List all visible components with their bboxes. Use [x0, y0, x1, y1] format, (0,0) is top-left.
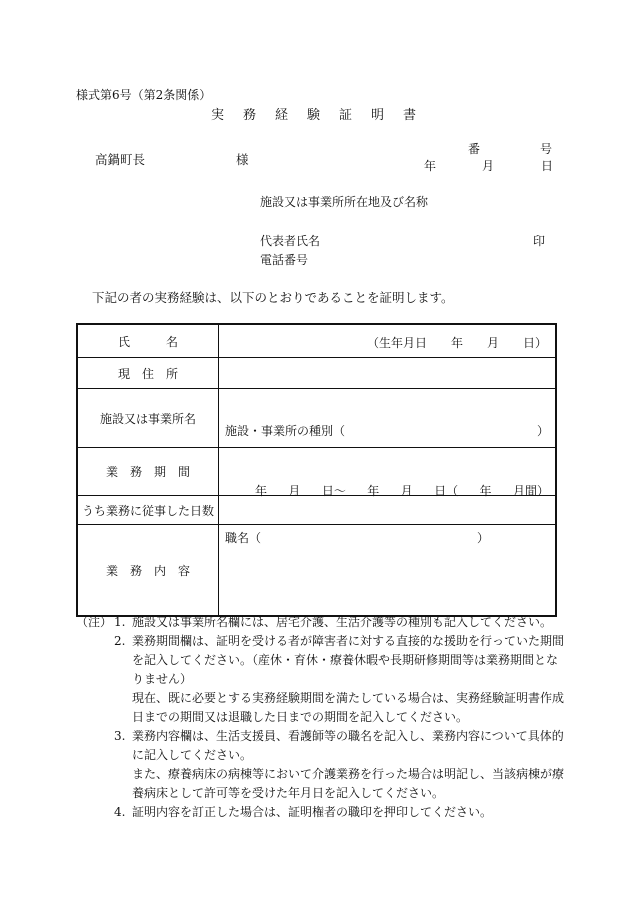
note-number: 4.: [114, 805, 126, 819]
address-label: 現 住 所: [77, 358, 219, 389]
note-line: 業務期間欄は、証明を受ける者が障害者に対する直接的な援助を行っていた期間: [132, 634, 565, 648]
year-label: 年: [424, 159, 437, 173]
seal-label: 印: [533, 234, 546, 248]
period-row: [77, 448, 556, 496]
note-line: また、療養病床の病棟等において介護業務を行った場合は明記し、当該病棟が療: [132, 767, 565, 781]
note-line: 施設又は事業所名欄には、居宅介護、生活介護等の種別も記入してください。: [132, 615, 553, 629]
form-number: 様式第6号（第2条関係）: [76, 88, 212, 102]
note-number: 1.: [114, 615, 126, 629]
days-label: うち業務に従事した日数: [77, 496, 219, 525]
representative-label: 代表者氏名: [260, 234, 321, 248]
period-field[interactable]: [219, 448, 557, 496]
facility-label: 施設又は事業所名: [77, 389, 219, 448]
notes-heading: （注）: [76, 615, 113, 629]
name-row: [77, 324, 556, 358]
facility-kind: [225, 422, 549, 439]
note-number: 3.: [114, 729, 126, 743]
facility-kind-suffix: ）: [536, 424, 549, 438]
facility-address-label: 施設又は事業所所在地及び名称: [260, 195, 429, 209]
days-field[interactable]: [219, 496, 557, 525]
facility-field[interactable]: [219, 389, 557, 448]
period-part: 年: [367, 484, 380, 498]
dob-text: （生年月日 年 月 日）: [366, 336, 547, 350]
phone-label: 電話番号: [260, 253, 309, 267]
honorific: 様: [236, 152, 249, 167]
address-row: [77, 358, 556, 389]
days-row: [77, 496, 556, 525]
period-part: 月: [288, 484, 301, 498]
month-label: 月: [482, 159, 495, 173]
period-label: 業 務 期 間: [77, 448, 219, 496]
content-label: 業 務 内 容: [77, 525, 219, 617]
facility-kind-prefix: 施設・事業所の種別（: [225, 424, 346, 438]
addressee: 高鍋町長: [95, 152, 146, 167]
note-line: 日までの期間又は退職した日までの期間を記入してください。: [132, 710, 469, 724]
experience-table: [76, 323, 557, 617]
period-part: 年: [479, 484, 492, 498]
period-part: 日～: [321, 484, 346, 498]
period-part: 月: [400, 484, 413, 498]
note-line: 養病床として許可等を受けた年月日を記入してください。: [132, 786, 445, 800]
note-line: りません）: [132, 672, 193, 686]
content-row: [77, 525, 556, 617]
number-label: 番: [468, 142, 481, 156]
name-label: 氏 名: [77, 324, 219, 358]
period-part: 年: [255, 484, 268, 498]
note-number: 2.: [114, 634, 126, 648]
certification-statement: 下記の者の実務経験は、以下のとおりであることを証明します。: [92, 290, 454, 305]
period-part: 日（: [434, 484, 459, 498]
note-line: 業務内容欄は、生活支援員、看護師等の職名を記入し、業務内容について具体的: [132, 729, 564, 743]
note-line: を記入してください。（産休・育休・療養休暇や長期研修期間等は業務期間とな: [132, 653, 559, 667]
note-line: 現在、既に必要とする実務経験期間を満たしている場合は、実務経験証明書作成: [132, 691, 565, 705]
job-title-text: 職名（ ）: [225, 531, 490, 545]
number-suffix: 号: [540, 142, 553, 156]
content-field[interactable]: [219, 525, 557, 617]
period-part: 月間）: [512, 484, 549, 498]
facility-row: [77, 389, 556, 448]
address-field[interactable]: [219, 358, 557, 389]
name-field[interactable]: [219, 324, 557, 358]
day-label: 日: [541, 159, 554, 173]
note-line: に記入してください。: [132, 748, 253, 762]
note-line: 証明内容を訂正した場合は、証明権者の職印を押印してください。: [132, 805, 493, 819]
document-title: 実 務 経 験 証 明 書: [210, 108, 419, 123]
